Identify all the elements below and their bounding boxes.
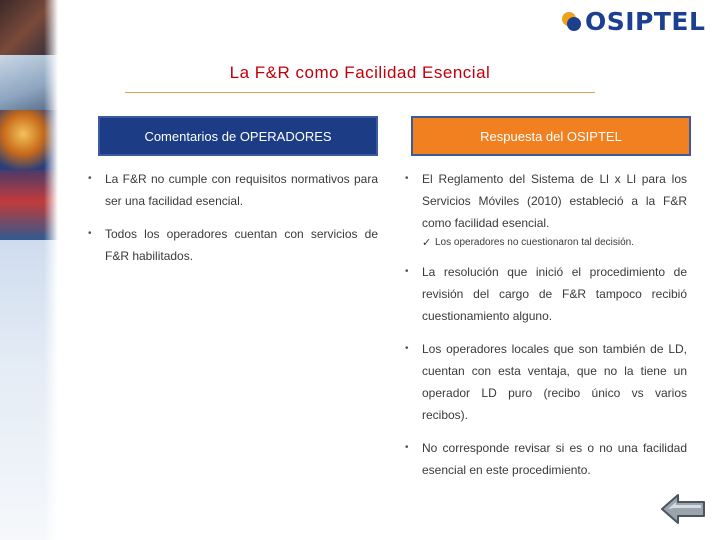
bullet-icon: • [405,442,409,453]
list-item: • Los operadores locales que son también de LD, cuentan con esta ventaja, que no la tiene un operador LD puro (recibo único vs varios recibos). [405,338,687,426]
list-item: • La F&R no cumple con requisitos normativos para ser una facilidad esencial. [88,168,378,212]
osiptel-logo [560,6,705,36]
operators-header [98,116,378,156]
check-icon: ✓ [422,237,432,249]
slide-title: La F&R como Facilidad Esencial [229,63,491,82]
list-item: • El Reglamento del Sistema de Ll x Ll para los Servicios Móviles (2010) estableció a la F&R como facilidad esencial. [405,168,687,234]
bullet-icon: • [405,343,409,354]
osiptel-responses [405,168,687,492]
title-underline [125,92,595,93]
back-arrow-icon [660,492,706,526]
logo-mark-icon [560,10,582,32]
bullet-icon: • [88,173,92,184]
list-item: • No corresponde revisar si es o no una facilidad esencial en este procedimiento. [405,437,687,481]
bullet-icon: • [88,228,92,239]
sub-list-item: ✓ Los operadores no cuestionaron tal decisión. [422,237,635,249]
list-item: • La resolución que inició el procedimiento de revisión del cargo de F&R tampoco recibió cuestionamiento alguno. [405,261,687,327]
osiptel-header-label: Respuesta del OSIPTEL [480,128,622,144]
bullet-icon: • [405,173,409,184]
operators-header-label: Comentarios de OPERADORES [144,128,332,144]
bullet-icon: • [405,266,409,277]
list-item: • Todos los operadores cuentan con servicios de F&R habilitados. [88,223,378,267]
osiptel-header [411,116,691,156]
back-button[interactable] [660,492,706,526]
operators-comments [88,168,378,278]
logo-text: OSIPTEL [585,6,706,36]
